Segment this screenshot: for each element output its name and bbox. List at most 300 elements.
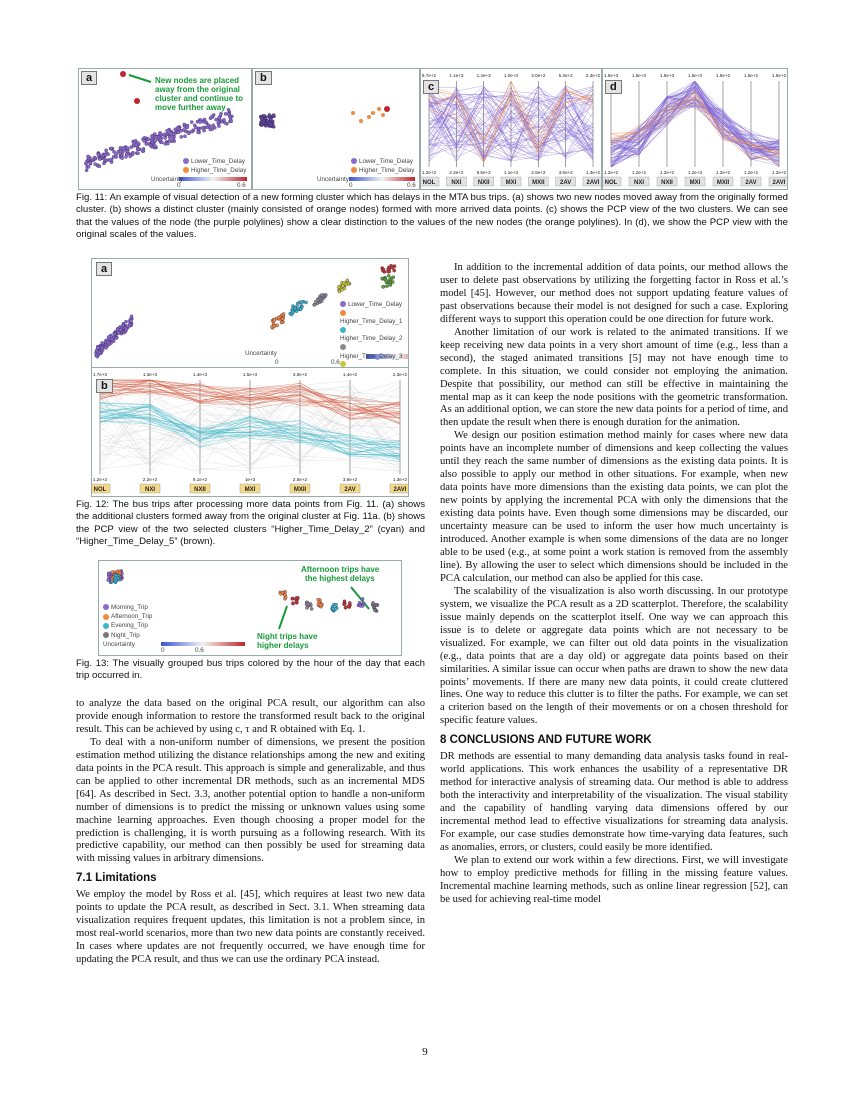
fig11a-annotation-line-1: New nodes are placed: [155, 76, 240, 85]
fig13-panel: [98, 560, 402, 656]
fig13-legend-item: [103, 603, 152, 612]
pcp-axis-label: MXI: [244, 487, 256, 493]
data-point: [218, 116, 221, 119]
data-point: [292, 602, 295, 605]
data-point: [84, 162, 87, 165]
data-point: [212, 124, 215, 127]
data-point: [391, 266, 394, 269]
pcp-bottom-tick: 1.2e+3: [687, 170, 703, 175]
fig13-annotation-bottom-1: Night trips have: [257, 632, 318, 641]
data-point: [105, 149, 108, 152]
pcp-bottom-tick: 2.5e+2: [292, 477, 308, 482]
left-paragraph-2: To deal with a non-uniform number of dimensions, we present the position estimation method utilizing the distance relationships among the new and exiting data points in the PCA result. This approach is simple and generalizable, and thus can be applied to other incremental DR methods, such as an incremental MDS [64]. As described in Sect. 3.3, another potential option to handle a non-uniform number of dimensions is to predict the missing or unknown values using some machine learning approaches. Even though choosing a proper model for the prediction is challenging, it is worth pursuing as a following research. With its predictive capability, our method can then possibly be used for streaming data with missing values in arbitrary dimensions.: [76, 736, 425, 865]
data-point: [227, 112, 230, 115]
data-point: [93, 156, 96, 159]
data-point: [300, 301, 303, 304]
pcp-top-tick: 1.7e+3: [92, 372, 108, 377]
legend-dot: [103, 623, 109, 629]
pcp-bottom-tick: 1.2e+2: [603, 170, 619, 175]
fig13-legend: [103, 603, 152, 640]
data-point: [273, 318, 276, 321]
pcp-bottom-tick: 1.2e+2: [715, 170, 731, 175]
data-point: [211, 115, 214, 118]
pcp-top-tick: 1.1e+3: [449, 73, 464, 78]
data-point: [201, 126, 204, 129]
data-point: [392, 276, 395, 279]
fig11a-legend-item-1: Lower_Time_Delay: [183, 158, 245, 165]
data-point: [124, 155, 127, 158]
data-point: [116, 570, 119, 573]
data-point: [115, 155, 118, 158]
data-point: [180, 135, 183, 138]
pcp-top-tick: 1.5e+3: [603, 73, 619, 78]
pcp-axis-label: NXI: [144, 487, 156, 493]
data-point: [98, 351, 101, 354]
data-point: [297, 307, 300, 310]
data-point: [115, 337, 118, 340]
data-point: [136, 152, 139, 155]
pcp-bottom-tick: 1.1e+3: [503, 170, 519, 175]
data-point: [204, 121, 207, 124]
data-point: [114, 576, 117, 579]
data-point: [217, 125, 220, 128]
data-point: [341, 284, 344, 287]
pcp-axis-label: 2AVI: [772, 180, 786, 186]
fig11a-unc-max: 0.6: [237, 182, 246, 189]
fig11a-uncertainty-label: Uncertainty: [151, 176, 183, 183]
right-paragraph-2: Another limitation of our work is related to the animated transitions. If we keep receiving new data points in a very short amount of time (e.g., less than a second), the staged animated transitions [5] may not have enough time to complete. In this situation, we could consider not employing the animation. Despite that possibility, our method can still be effective in maintaining the mental map as it can keep the node positions with the geometric transformation. As an additional option, we can store the new data points for a period of time, and then update the result when there is enough duration for the animation.: [440, 326, 788, 429]
data-point: [371, 601, 374, 604]
data-point: [110, 147, 113, 150]
data-point: [154, 136, 157, 139]
data-point: [277, 316, 280, 319]
pcp-top-tick: 1.5e+2: [771, 73, 787, 78]
data-point: [151, 141, 154, 144]
pcp-axis-label: NOL: [422, 180, 436, 186]
data-point: [193, 124, 196, 127]
fig12a-uncertainty-label: Uncertainty: [245, 350, 277, 357]
pcp-bottom-tick: 1.2e+2: [743, 170, 759, 175]
data-point: [310, 607, 313, 610]
legend-dot: [183, 158, 189, 164]
data-point: [164, 136, 167, 139]
fig12a-unc-max: 0.6: [331, 359, 340, 366]
pcp-bottom-tick: 1.2e+2: [421, 170, 437, 175]
section-heading-7-1: 7.1 Limitations: [76, 872, 157, 885]
pcp-top-tick: 1.5e+2: [743, 73, 759, 78]
legend-label: Higher_Time_Delay_2: [340, 335, 403, 343]
pcp-bottom-tick: 9.6e+2: [476, 170, 491, 175]
data-point: [348, 601, 351, 604]
data-point: [388, 283, 391, 286]
data-point: [126, 146, 129, 149]
uncertainty-bar: [161, 642, 245, 646]
data-point: [320, 294, 323, 297]
pcp-axis-label: 2AV: [745, 180, 757, 186]
data-point: [160, 141, 163, 144]
data-point: [304, 301, 307, 304]
data-point: [384, 106, 390, 112]
fig12-label-a: a: [96, 262, 112, 276]
fig11-panel-d: [602, 68, 788, 190]
data-point: [153, 133, 156, 136]
right-paragraph-1: In addition to the incremental addition of data points, our method allows the user to delete past observations by utilizing the forgetting factor in Ross et al.’s model [45]. However, our method does not support updating feature values of past observations because their model is not designed for such a case. Exploring different ways to support this operation could be one direction for future work.: [440, 262, 788, 325]
data-point: [385, 285, 388, 288]
data-point: [217, 121, 220, 124]
data-point: [382, 268, 385, 271]
fig13-annotation-bottom-2: higher delays: [257, 641, 309, 650]
right-paragraph-4: The scalability of the visualization is also worth discussing. In our prototype system, we visualize the PCA result as a 2D scatterplot. Therefore, the scalability issue mainly depends on the scatterplot itself. One way we can approach this issue is to delete or aggregate data points which are not necessary to be visualized. For example, we can filter out old data points in the visualization (e.g., data points that are a day old) or aggregate data points based on their similarities. A similar issue can occur when paths are drawn to show the new data points’ movements. If there are many new data points, it could create cluttered lines. One way to reduce this clutter is to filter the paths. For example, we can set a criterion based on the length of their movements or on a chosen threshold for specific feature values.: [440, 585, 788, 727]
pcp-axis-label: NXII: [661, 180, 673, 186]
fig13-annotation-top-1: Afternoon trips have: [301, 565, 380, 574]
data-point: [337, 286, 340, 289]
data-point: [166, 129, 169, 132]
data-point: [260, 117, 263, 120]
pcp-axis-label: NOL: [93, 487, 107, 493]
fig12a-legend-item: [340, 301, 408, 310]
pcp-bottom-tick: 3.6e+2: [558, 170, 573, 175]
legend-dot: [103, 604, 109, 610]
data-point: [110, 338, 113, 341]
new-node-1: [120, 71, 126, 77]
legend-dot: [340, 301, 346, 307]
pcp-top-tick: 2.3e+2: [585, 73, 601, 78]
new-node-2: [134, 98, 140, 104]
data-point: [85, 169, 88, 172]
data-point: [373, 609, 376, 612]
uncertainty-bar: [349, 177, 415, 181]
data-point: [291, 597, 294, 600]
pcp-top-tick: 5.3e+2: [558, 73, 573, 78]
data-point: [136, 148, 139, 151]
data-point: [96, 355, 99, 358]
data-point: [199, 120, 202, 123]
fig12a-legend-item: [340, 310, 408, 327]
fig11-label-b: b: [255, 71, 272, 85]
data-point: [387, 274, 390, 277]
data-point: [264, 124, 267, 127]
page-number: 9: [422, 1046, 428, 1058]
data-point: [215, 118, 218, 121]
legend-dot: [103, 632, 109, 638]
annotation-arrow-bottom: [279, 606, 287, 629]
fig11-panel-b: [252, 68, 420, 190]
pcp-axis-label: MXII: [293, 487, 307, 493]
pcp-top-tick: 9.7e+2: [421, 73, 437, 78]
pcp-bottom-tick: 1e+3: [244, 477, 256, 482]
pcp-axis-label: NXI: [451, 180, 462, 186]
pcp-top-tick: 1.5e+2: [715, 73, 731, 78]
data-point: [104, 153, 107, 156]
fig11b-unc-min: 0: [349, 182, 353, 189]
fig11a-annotation-line-2: away from the original: [155, 85, 240, 94]
left-paragraph-1: to analyze the data based on the original PCA result, our algorithm can also provide enough information to restore the transformed result back to the original result. This can be achieved by using c, τ and R obtained with Eq. 1.: [76, 698, 425, 735]
data-point: [179, 129, 182, 132]
data-point: [307, 602, 310, 605]
fig11b-unc-max: 0.6: [407, 182, 416, 189]
data-point: [343, 603, 346, 606]
left-column: [76, 698, 425, 967]
legend-dot: [103, 614, 109, 620]
data-point: [122, 149, 125, 152]
data-point: [125, 328, 128, 331]
data-point: [358, 601, 361, 604]
data-point: [367, 115, 371, 119]
data-point: [172, 137, 175, 140]
data-point: [305, 606, 308, 609]
data-point: [268, 113, 271, 116]
data-point: [98, 158, 101, 161]
data-point: [183, 123, 186, 126]
pcp-bottom-tick: 1.3e+2: [392, 477, 408, 482]
data-point: [187, 131, 190, 134]
data-point: [94, 163, 97, 166]
data-point: [107, 572, 110, 575]
pcp-axis-label: MXI: [689, 180, 701, 186]
data-point: [359, 119, 363, 123]
fig11a-legend-item-2: Higher_Time_Delay: [183, 167, 246, 174]
pcp-top-tick: 3.9e+2: [292, 372, 308, 377]
pcp-axis-label: MXI: [505, 180, 517, 186]
pcp-bottom-tick: 2.2e+2: [142, 477, 158, 482]
pcp-bottom-tick: 1.2e+2: [631, 170, 647, 175]
data-point: [101, 341, 104, 344]
data-point: [162, 133, 165, 136]
data-point: [130, 315, 133, 318]
legend-label: Afternoon_Trip: [111, 613, 153, 621]
pcp-top-tick: 1.5e+3: [631, 73, 647, 78]
data-point: [183, 135, 186, 138]
data-point: [111, 571, 114, 574]
data-point: [391, 280, 394, 283]
data-point: [280, 321, 283, 324]
data-point: [319, 604, 322, 607]
fig11-panel-a: [78, 68, 252, 190]
pcp-top-tick: 1.4e+3: [192, 372, 208, 377]
fig11a-annotation-line-3: cluster and continue to: [155, 94, 244, 103]
right-column: [440, 262, 788, 907]
fig11-label-a: a: [81, 71, 97, 85]
fig13-unc-max: 0.6: [195, 647, 204, 654]
pcp-top-tick: 2.3e+2: [392, 372, 408, 377]
data-point: [158, 132, 161, 135]
fig12-panel-b: [91, 367, 409, 497]
data-point: [87, 155, 90, 158]
data-point: [371, 111, 375, 115]
legend-label: Evening_Trip: [111, 622, 148, 630]
right-paragraph-5: DR methods are essential to many demanding data analysis tasks found in real-world applications. This work enhances the usability of a representative DR method for interactive analysis of streaming data. Our method is able to address both the interactivity and interpretability of the visualization. The visual stability and the capability of handling varying data dimensions offered by our incremental method lead to effective visualizations for streaming data analysis. For example, our case studies demonstrate how time-varying data features, such as anomalies, errors, or clusters, could easily be more identified.: [440, 751, 788, 853]
data-point: [387, 266, 390, 269]
data-point: [118, 152, 121, 155]
data-point: [381, 113, 385, 117]
legend-dot: [183, 167, 189, 173]
pcp-top-tick: 1.3e+3: [142, 372, 158, 377]
pcp-axis-label: NOL: [604, 180, 618, 186]
fig11c-pcp: [421, 69, 601, 189]
data-point: [273, 324, 276, 327]
pcp-top-tick: 1.5e+3: [242, 372, 258, 377]
fig13-caption: Fig. 13: The visually grouped bus trips colored by the hour of the day that each trip occurred in.: [76, 658, 425, 682]
right-paragraph-3: We design our position estimation method mainly for cases where new data points have an incomplete number of dimensions and keep collecting the values until they reach the same number of dimensions as the existing data points. It is also possible to apply our method in other situations. For example, when new data points have more dimensions than the existing data points, we can plot the new points by applying the incremental PCA with only the dimensions that the existing data points have. Even though some dimensions may be discarded, our uncertainty measure can be used to inform the user how much uncertainty is introduced. Another example is when some dimensions of the data are no longer able to be used (e.g., at some point a work station is removed from the assembly line). By allowing the user to select which dimensions should be included in the PCA calculation, our method can also be applied for this case.: [440, 430, 788, 584]
pcp-bottom-tick: 1.2e+2: [771, 170, 787, 175]
data-point: [149, 144, 152, 147]
pcp-bottom-tick: 3.6e+2: [342, 477, 358, 482]
fig11-label-d: d: [605, 80, 622, 94]
pcp-bottom-tick: 1.3e+2: [585, 170, 601, 175]
fig13-uncertainty-label: Uncertainty: [103, 641, 135, 648]
pcp-axis-label: 2AVI: [586, 180, 600, 186]
data-point: [281, 317, 284, 320]
data-point: [105, 346, 108, 349]
left-paragraph-3: We employ the model by Ross et al. [45], which requires at least two new data points to update the PCA result, as described in Sect. 3.1. When streaming data visualization requires frequent updates, this limitation is not a problem since, in most real-world scenarios, more than two new data points are constantly received. In cases where updates are not frequently occurred, we have enough time for updating the PCA result, and thus we can use the ordinary PCA instead.: [76, 889, 425, 966]
data-point: [377, 107, 381, 111]
pcp-axis-label: MXII: [532, 180, 545, 186]
data-point: [283, 593, 286, 596]
data-point: [347, 605, 350, 608]
data-point: [129, 324, 132, 327]
fig11d-pcp: [603, 69, 787, 189]
fig11a-annotation-line-4: move further away: [155, 103, 226, 112]
data-point: [220, 120, 223, 123]
data-point: [219, 112, 222, 115]
data-point: [385, 280, 388, 283]
fig12b-pcp: [92, 368, 408, 496]
data-point: [154, 145, 157, 148]
pcp-axis-label: NXI: [633, 180, 645, 186]
fig12a-legend-item: [340, 327, 408, 344]
data-point: [190, 121, 193, 124]
data-point: [119, 328, 122, 331]
data-point: [107, 336, 110, 339]
data-point: [332, 607, 335, 610]
fig13-unc-min: 0: [161, 647, 165, 654]
legend-label: Night_Trip: [111, 631, 140, 639]
data-point: [261, 121, 264, 124]
pcp-axis-label: 2AVI: [393, 487, 407, 493]
legend-dot: [340, 344, 346, 350]
data-point: [117, 332, 120, 335]
data-point: [126, 150, 129, 153]
pcp-axis-label: 2AV: [560, 180, 572, 186]
pcp-top-tick: 1.4e+2: [342, 372, 358, 377]
fig12a-legend-item: [340, 344, 408, 361]
data-point: [168, 139, 171, 142]
pcp-top-tick: 1.5e+3: [687, 73, 703, 78]
data-point: [132, 144, 135, 147]
data-point: [169, 132, 172, 135]
data-point: [129, 320, 132, 323]
legend-dot: [340, 310, 346, 316]
fig12-label-b: b: [96, 379, 113, 393]
pcp-bottom-tick: 1.2e+2: [659, 170, 675, 175]
data-point: [97, 153, 100, 156]
data-point: [209, 128, 212, 131]
data-point: [270, 123, 273, 126]
pcp-top-tick: 1.5e+3: [659, 73, 675, 78]
legend-label: Lower_Time_Delay: [348, 301, 403, 308]
data-point: [176, 127, 179, 130]
data-point: [346, 279, 349, 282]
pcp-top-tick: 1.4e+3: [476, 73, 491, 78]
data-point: [142, 147, 145, 150]
data-point: [340, 288, 343, 291]
data-point: [196, 130, 199, 133]
fig12-caption: Fig. 12: The bus trips after processing more data points from Fig. 11. (a) shows the additional clusters formed away from the original cluster at Fig. 11a. (b) shows the PCP view of the two selected clusters “Higher_Time_Delay_2” (cyan) and “Higher_Time_Delay_5” (brown).: [76, 499, 425, 548]
data-point: [296, 596, 299, 599]
pcp-bottom-tick: 2.5e+2: [531, 170, 546, 175]
data-point: [266, 120, 269, 123]
section-heading-8: 8 CONCLUSIONS AND FUTURE WORK: [440, 734, 652, 747]
data-point: [113, 333, 116, 336]
pcp-bottom-tick: 1.2e+2: [92, 477, 108, 482]
fig11a-unc-min: 0: [177, 182, 181, 189]
data-point: [125, 320, 128, 323]
pcp-bottom-tick: 2.2e+2: [449, 170, 464, 175]
data-point: [269, 118, 272, 121]
data-point: [131, 153, 134, 156]
data-point: [206, 126, 209, 129]
legend-dot: [351, 167, 357, 173]
data-point: [314, 300, 317, 303]
pcp-axis-label: 2AV: [344, 487, 356, 493]
fig13-legend-item: [103, 631, 152, 640]
data-point: [293, 307, 296, 310]
data-point: [110, 580, 113, 583]
fig11-panel-c: [420, 68, 602, 190]
data-point: [110, 158, 113, 161]
legend-dot: [340, 327, 346, 333]
pcp-axis-label: NXII: [477, 180, 490, 186]
fig11b-legend-item-2: Higher_Time_Delay: [351, 167, 414, 174]
annotation-arrow: [129, 75, 151, 82]
pcp-axis-label: MXII: [716, 180, 730, 186]
data-point: [145, 142, 148, 145]
right-paragraph-6: We plan to extend our work within a few directions. First, we will investigate how to employ predictive methods for filling in the missing feature values. Incremental machine learning methods, such as online linear regression [52], can be used for achieving real-time model: [440, 854, 788, 905]
pcp-bottom-tick: 9.1e+2: [192, 477, 208, 482]
data-point: [89, 162, 92, 165]
uncertainty-bar: [179, 177, 247, 181]
data-point: [143, 139, 146, 142]
data-point: [101, 346, 104, 349]
data-point: [119, 146, 122, 149]
pcp-axis-label: NXII: [194, 487, 206, 493]
data-point: [359, 604, 362, 607]
fig12-panel-a: [91, 258, 409, 368]
fig11b-uncertainty-label: Uncertainty: [317, 176, 349, 183]
fig11-label-c: c: [423, 80, 439, 94]
fig11-caption: Fig. 11: An example of visual detection of a new forming cluster which has delays in the MTA bus trips. (a) shows two new nodes moved away from the originally formed cluster. (b) shows a distinct cluster (mainly consisted of orange nodes) formed with more arrived data points. (c) shows the PCP view of the two clusters. We can see that the values of the node (the purple polylines) show a clear distinction to the values of the new nodes (the orange polylines). In (d), we show the PCP view with the original scales of the values.: [76, 192, 788, 241]
legend-label: Morning_Trip: [111, 604, 148, 611]
data-point: [164, 142, 167, 145]
data-point: [276, 324, 279, 327]
fig13-legend-item: [103, 621, 152, 630]
data-point: [296, 303, 299, 306]
pcp-top-tick: 1.0e+3: [503, 73, 519, 78]
data-point: [147, 138, 150, 141]
data-point: [382, 285, 385, 288]
data-point: [227, 108, 230, 111]
fig13-legend-item: [103, 612, 152, 621]
fig12a-unc-min: 0: [275, 359, 279, 366]
fig13-annotation-top-2: the highest delays: [305, 574, 375, 583]
data-point: [87, 165, 90, 168]
fig11b-legend-item-1: Lower_Time_Delay: [351, 158, 413, 165]
data-point: [190, 130, 193, 133]
data-point: [281, 591, 284, 594]
data-point: [290, 313, 293, 316]
data-point: [223, 121, 226, 124]
data-point: [104, 159, 107, 162]
